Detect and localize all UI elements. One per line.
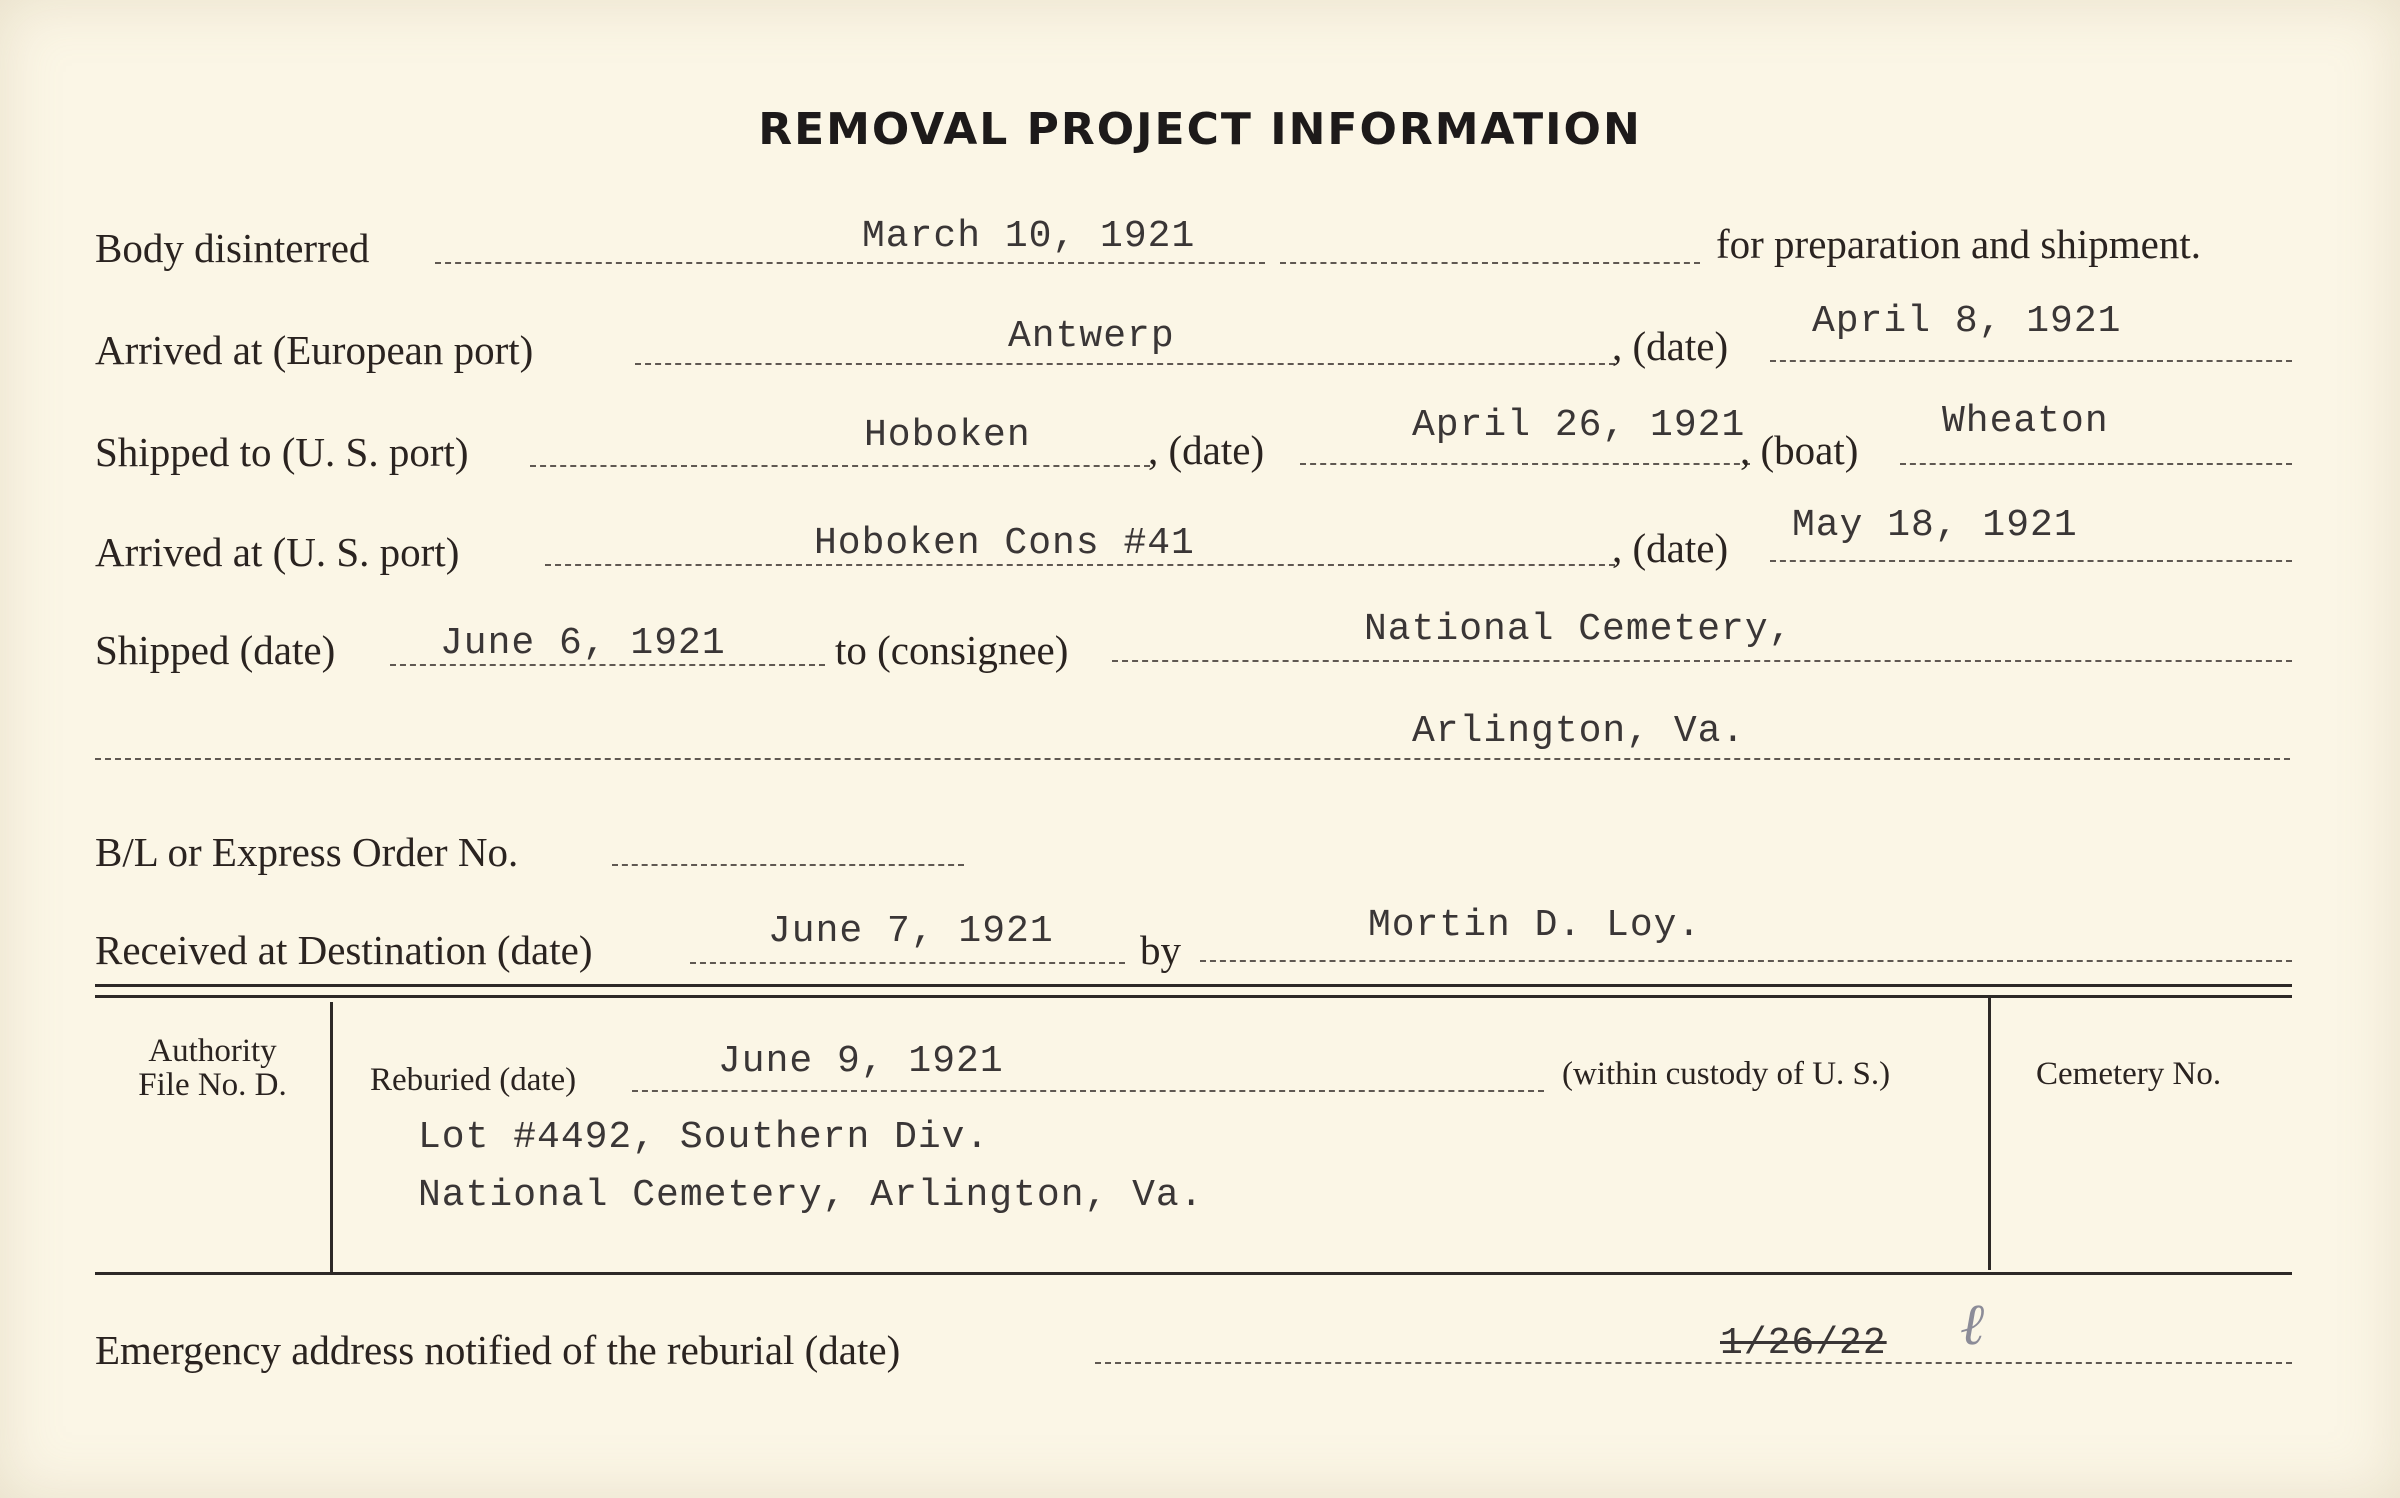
fill-line [1112, 660, 2292, 662]
value-burial-location-line1: Lot #4492, Southern Div. [418, 1116, 990, 1159]
column-divider [1988, 995, 1991, 1270]
label-shipped-date: Shipped (date) [95, 627, 336, 673]
fill-line [530, 465, 1150, 467]
fill-line [95, 758, 2290, 760]
fill-line [1900, 463, 2292, 465]
label-for-preparation: for preparation and shipment. [1716, 221, 2202, 267]
label-arrived-us-port: Arrived at (U. S. port) [95, 529, 460, 575]
label-arrived-european-port: Arrived at (European port) [95, 327, 534, 373]
handwritten-initial: ℓ [1960, 1290, 1985, 1358]
label-by: by [1140, 927, 1181, 973]
value-consignee-line2: Arlington, Va. [1412, 710, 1746, 753]
value-disinterred-date: March 10, 1921 [862, 215, 1196, 258]
divider-rule [95, 984, 2292, 987]
fill-line [612, 864, 964, 866]
value-european-port-date: April 8, 1921 [1812, 300, 2122, 343]
label-shipped-to-us-port: Shipped to (U. S. port) [95, 429, 469, 475]
value-shipped-date: June 6, 1921 [440, 622, 726, 665]
fill-line [690, 962, 1125, 964]
value-us-port-shipped-date: April 26, 1921 [1412, 404, 1746, 447]
label-date: , (date) [1148, 427, 1265, 473]
value-consignee-line1: National Cemetery, [1364, 608, 1793, 651]
value-us-port-arrived: Hoboken Cons #41 [814, 522, 1195, 565]
fill-line [1770, 560, 2292, 562]
label-reburied-date: Reburied (date) [370, 1062, 577, 1098]
card-title: REMOVAL PROJECT INFORMATION [758, 104, 1642, 155]
label-boat: , (boat) [1740, 427, 1859, 473]
divider-rule [95, 995, 2292, 998]
column-divider [330, 1002, 333, 1272]
fill-line [1095, 1362, 2292, 1364]
authority-label-line2: File No. D. [138, 1067, 287, 1103]
label-body-disinterred: Body disinterred [95, 225, 370, 271]
label-date: , (date) [1612, 323, 1729, 369]
divider-rule [95, 1272, 2292, 1275]
label-cemetery-no: Cemetery No. [2036, 1056, 2222, 1092]
fill-line [1200, 960, 2292, 962]
value-boat: Wheaton [1942, 400, 2109, 443]
authority-label-line1: Authority [148, 1033, 277, 1069]
label-date: , (date) [1612, 525, 1729, 571]
label-bl-express: B/L or Express Order No. [95, 829, 519, 875]
value-received-by: Mortin D. Loy. [1368, 904, 1702, 947]
fill-line [635, 363, 1615, 365]
value-us-port-shipped: Hoboken [864, 414, 1031, 457]
label-within-custody: (within custody of U. S.) [1562, 1056, 1891, 1092]
label-emergency-address: Emergency address notified of the reburial (date) [95, 1327, 901, 1373]
value-received-date: June 7, 1921 [768, 910, 1054, 953]
fill-line [1300, 463, 1750, 465]
label-received-destination: Received at Destination (date) [95, 927, 593, 973]
fill-line [1770, 360, 2292, 362]
fill-line [435, 262, 1265, 264]
authority-file-label [110, 1034, 315, 1102]
fill-line [632, 1090, 1544, 1092]
value-european-port: Antwerp [1008, 315, 1175, 358]
value-reburied-date: June 9, 1921 [718, 1040, 1004, 1083]
value-emergency-notified-date: 1/26/22 [1720, 1322, 1887, 1365]
fill-line [1280, 262, 1700, 264]
value-us-port-arrived-date: May 18, 1921 [1792, 504, 2078, 547]
value-burial-location-line2: National Cemetery, Arlington, Va. [418, 1174, 1204, 1217]
label-to-consignee: to (consignee) [835, 627, 1069, 673]
